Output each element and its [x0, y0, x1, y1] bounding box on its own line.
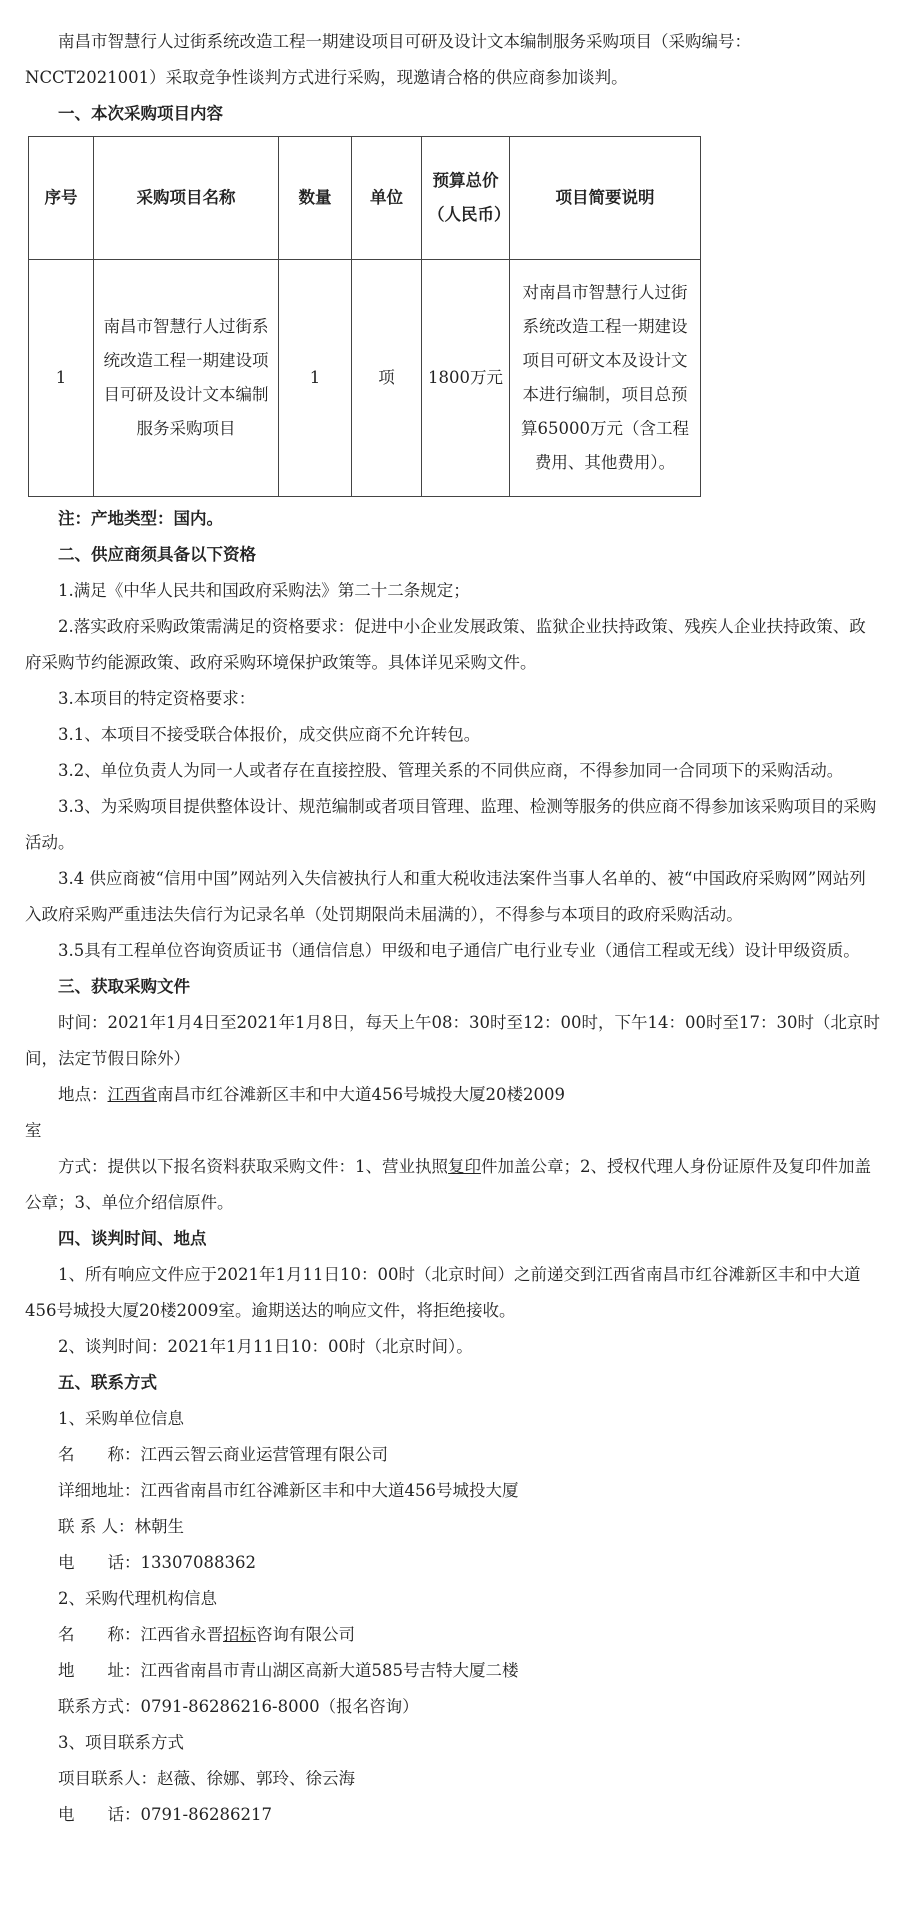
project-contacts: 项目联系人：赵薇、徐娜、郭玲、徐云海 — [58, 1769, 355, 1788]
qualification-3-4: 3.4 供应商被“信用中国”网站列入失信被执行人和重大税收违法案件当事人名单的、被“中国政府采购网”网站列入政府采购严重违法失信行为记录名单（处罚期限尚未届满的），不得参与本项目的政府采购活动。 — [25, 869, 866, 924]
agent-name-b: 咨询有限公司 — [256, 1625, 355, 1644]
section-2-title: 二、供应商须具备以下资格 — [58, 545, 256, 564]
method-text-a: 方式：提供以下报名资料获取采购文件：1、营业执照 — [58, 1157, 448, 1176]
header-index: 序号 — [29, 137, 94, 260]
header-budget: 预算总价（人民币） — [422, 137, 510, 260]
qualification-3-3: 3.3、为采购项目提供整体设计、规范编制或者项目管理、监理、检测等服务的供应商不得参加该采购项目的采购活动。 — [25, 797, 877, 852]
section-5-title: 五、联系方式 — [58, 1373, 157, 1392]
cell-description: 对南昌市智慧行人过街系统改造工程一期建设项目可研文本及设计文本进行编制，项目总预算65000万元（含工程费用、其他费用）。 — [510, 260, 701, 497]
place-rest: 南昌市红谷滩新区丰和中大道456号城投大厦20楼2009 — [157, 1085, 565, 1104]
header-description: 项目简要说明 — [510, 137, 701, 260]
origin-note: 注：产地类型：国内。 — [58, 509, 223, 528]
agent-name-a: 名 称：江西省永晋 — [58, 1625, 223, 1644]
qualification-3-1: 3.1、本项目不接受联合体报价，成交供应商不允许转包。 — [58, 725, 481, 744]
qualification-3-5: 3.5具有工程单位咨询资质证书（通信信息）甲级和电子通信广电行业专业（通信工程或无线）设计甲级资质。 — [58, 941, 860, 960]
buyer-contact: 联 系 人：林朝生 — [58, 1517, 184, 1536]
obtain-place-end: 室 — [25, 1121, 42, 1140]
cell-budget: 1800万元 — [422, 260, 510, 497]
qualification-1: 1.满足《中华人民共和国政府采购法》第二十二条规定； — [58, 581, 470, 600]
cell-quantity: 1 — [279, 260, 352, 497]
header-item-name: 采购项目名称 — [94, 137, 279, 260]
project-contact-title: 3、项目联系方式 — [58, 1733, 184, 1752]
agent-address: 地 址：江西省南昌市青山湖区高新大道585号吉特大厦二楼 — [58, 1661, 519, 1680]
header-unit: 单位 — [352, 137, 422, 260]
agent-phone: 联系方式：0791-86286216-8000（报名咨询） — [58, 1697, 419, 1716]
header-quantity: 数量 — [279, 137, 352, 260]
section-3-title: 三、获取采购文件 — [58, 977, 190, 996]
obtain-place — [25, 1077, 881, 1113]
cell-index: 1 — [29, 260, 94, 497]
buyer-name: 名 称：江西云智云商业运营管理有限公司 — [58, 1445, 388, 1464]
table-row — [29, 260, 701, 497]
negotiation-time: 2、谈判时间：2021年1月11日10：00时（北京时间）。 — [58, 1337, 473, 1356]
agent-name-link[interactable]: 招标 — [223, 1625, 256, 1644]
buyer-phone: 电 话：13307088362 — [58, 1553, 256, 1572]
place-link[interactable]: 江西省 — [107, 1085, 157, 1104]
agent-name — [25, 1617, 881, 1653]
section-4-title: 四、谈判时间、地点 — [58, 1229, 207, 1248]
section-1-title: 一、本次采购项目内容 — [58, 104, 223, 123]
buyer-address: 详细地址：江西省南昌市红谷滩新区丰和中大道456号城投大厦 — [58, 1481, 519, 1500]
place-label: 地点： — [58, 1085, 108, 1104]
buyer-info-title: 1、采购单位信息 — [58, 1409, 184, 1428]
qualification-2: 2.落实政府采购政策需满足的资格要求：促进中小企业发展政策、监狱企业扶持政策、残疾人企业扶持政策、政府采购节约能源政策、政府采购环境保护政策等。具体详见采购文件。 — [25, 617, 866, 672]
qualification-3: 3.本项目的特定资格要求： — [58, 689, 256, 708]
table-header-row — [29, 137, 701, 260]
obtain-time: 时间：2021年1月4日至2021年1月8日，每天上午08：30时至12：00时，下午14：00时至17：30时（北京时间，法定节假日除外） — [25, 1013, 880, 1068]
agent-info-title: 2、采购代理机构信息 — [58, 1589, 217, 1608]
intro-paragraph: 南昌市智慧行人过街系统改造工程一期建设项目可研及设计文本编制服务采购项目（采购编号：NCCT2021001）采取竞争性谈判方式进行采购，现邀请合格的供应商参加谈判。 — [25, 32, 751, 87]
negotiation-submission: 1、所有响应文件应于2021年1月11日10：00时（北京时间）之前递交到江西省南昌市红谷滩新区丰和中大道456号城投大厦20楼2009室。逾期送达的响应文件，将拒绝接收。 — [25, 1265, 861, 1320]
project-phone: 电 话：0791-86286217 — [58, 1805, 273, 1824]
cell-unit: 项 — [352, 260, 422, 497]
method-link[interactable]: 复印 — [448, 1157, 481, 1176]
method-text-b: 件加盖公章；2、授权代理人身份证原件及复印件加盖公章；3、单位介绍信原件。 — [25, 1157, 871, 1212]
qualification-3-2: 3.2、单位负责人为同一人或者存在直接控股、管理关系的不同供应商，不得参加同一合同项下的采购活动。 — [58, 761, 844, 780]
obtain-method — [25, 1149, 881, 1221]
procurement-table — [28, 136, 701, 497]
cell-item-name: 南昌市智慧行人过街系统改造工程一期建设项目可研及设计文本编制服务采购项目 — [94, 260, 279, 497]
